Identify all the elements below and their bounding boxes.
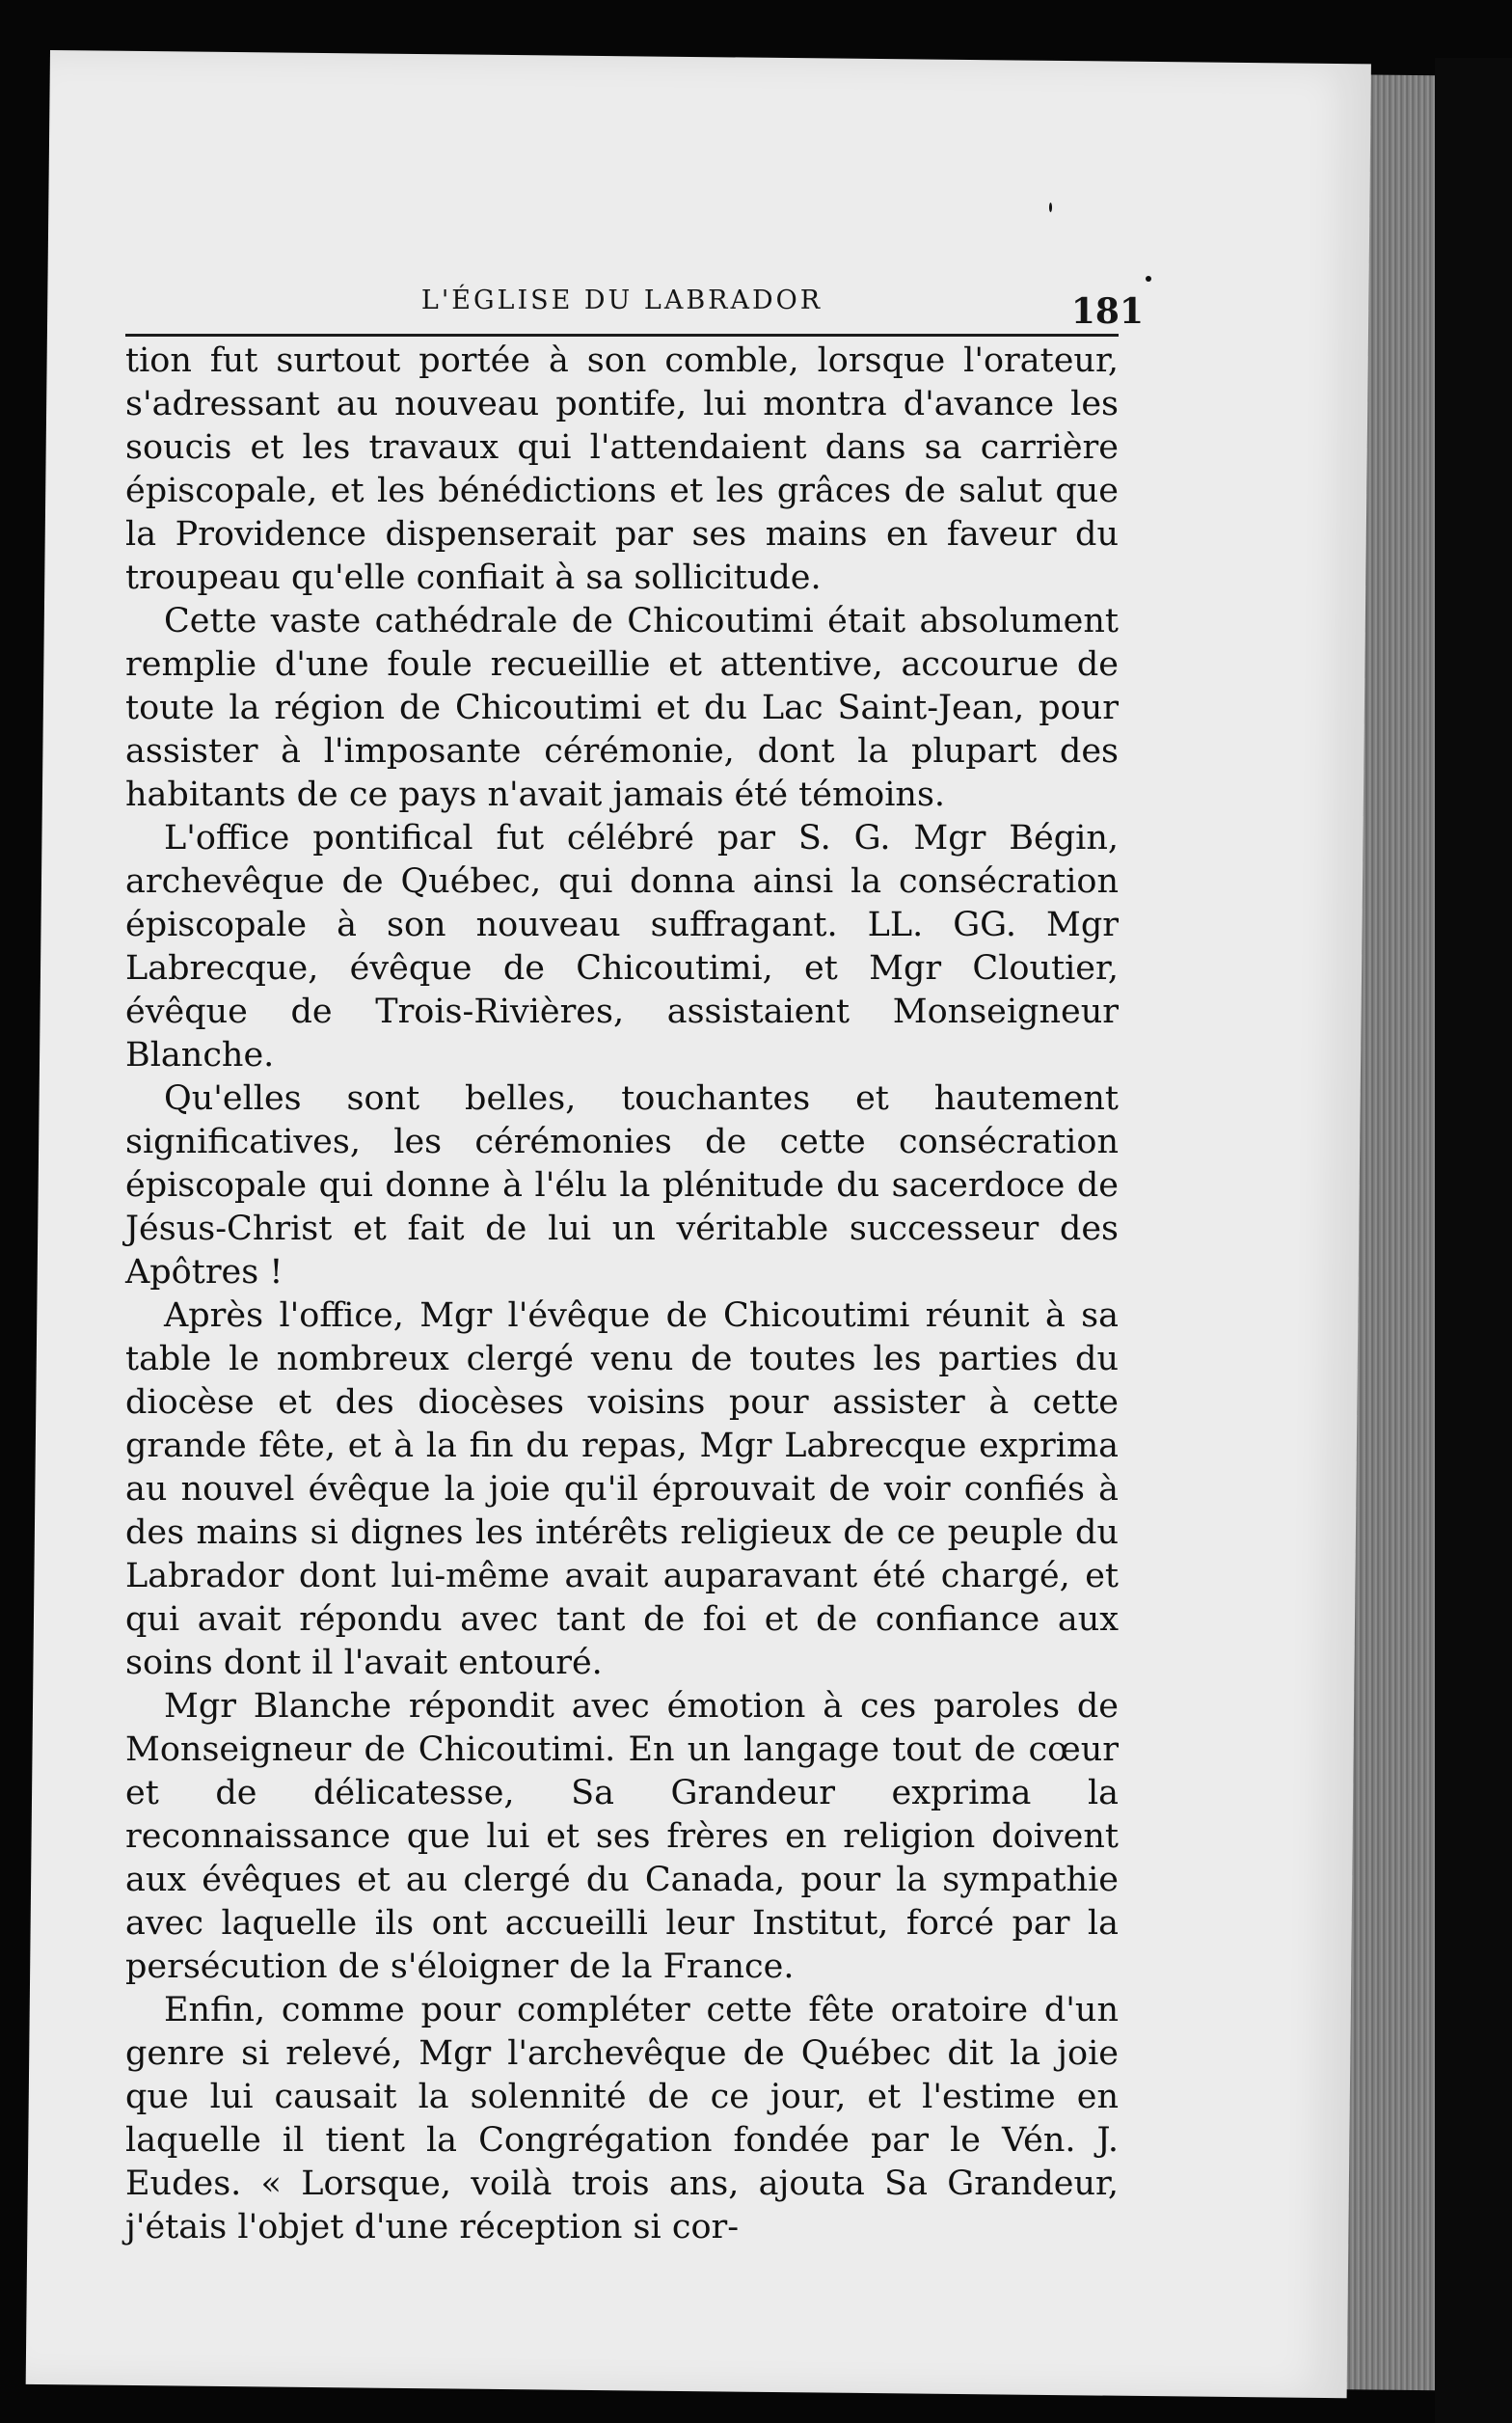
scan-background-edge	[1435, 58, 1512, 2423]
paragraph-continuation: tion fut surtout portée à son comble, lorsque l'orateur, s'adressant au nouveau pontife, lui montra d'avance les soucis et les travaux qui l'attendaient dans sa carrière épiscopale, et les bénédictions et les grâces de salut que la Providence dispenserait par ses mains en faveur du troupeau qu'elle confiait à sa sollicitude.	[125, 341, 1119, 597]
running-title: L'ÉGLISE DU LABRADOR	[420, 286, 824, 315]
paragraph-ceremonies: Qu'elles sont belles, touchantes et hautement significatives, les cérémonies de cette consécration épiscopale qui donne à l'élu la plénitude du sacerdoce de Jésus-Christ et fait de lui un véritable successeur des Apôtres !	[125, 1079, 1119, 1292]
page-number: 181	[1070, 291, 1144, 332]
paragraph-apres-office: Après l'office, Mgr l'évêque de Chicoutimi réunit à sa table le nombreux clergé venu de toutes les parties du diocèse et des diocèses voisins pour assister à cette grande fête, et à la fin du repas, Mgr Labrecque exprima au nouvel évêque la joie qu'il éprouvait de voir confiés à des mains si dignes les intérêts religieux de ce peuple du Labrador dont lui-même avait auparavant été chargé, et qui avait répondu avec tant de foi et de confiance aux soins dont il l'avait entouré.	[125, 1296, 1119, 1682]
paragraph-office-pontifical: L'office pontifical fut célébré par S. G. Mgr Bégin, archevêque de Québec, qui donna ainsi la consécration épiscopale à son nouveau suffragant. LL. GG. Mgr Labrecque, évêque de Chicoutimi, et Mgr Cloutier, évêque de Trois-Rivières, assistaient Monseigneur Blanche.	[125, 819, 1119, 1075]
paragraph-reponse-blanche: Mgr Blanche répondit avec émotion à ces paroles de Monseigneur de Chicoutimi. En un langage tout de cœur et de délicatesse, Sa Grandeur exprima la reconnaissance que lui et ses frères en religion doivent aux évêques et au clergé du Canada, pour la sympathie avec laquelle ils ont accueilli leur Institut, forcé par la persécution de s'éloigner de la France.	[125, 1687, 1119, 1986]
running-header	[125, 282, 1144, 337]
page-body	[125, 340, 1119, 2249]
paragraph-cathedrale: Cette vaste cathédrale de Chicoutimi était absolument remplie d'une foule recueillie et attentive, accourue de toute la région de Chicoutimi et du Lac Saint-Jean, pour assister à l'imposante cérémonie, dont la plupart des habitants de ce pays n'avait jamais été témoins.	[125, 602, 1119, 814]
ink-speck	[1146, 276, 1151, 282]
ink-speck	[1049, 203, 1052, 212]
paragraph-archeveque: Enfin, comme pour compléter cette fête oratoire d'un genre si relevé, Mgr l'archevêque de Québec dit la joie que lui causait la solennité de ce jour, et l'estime en laquelle il tient la Congrégation fondée par le Vén. J. Eudes. « Lorsque, voilà trois ans, ajouta Sa Grandeur, j'étais l'objet d'une réception si cor-	[125, 1991, 1119, 2246]
